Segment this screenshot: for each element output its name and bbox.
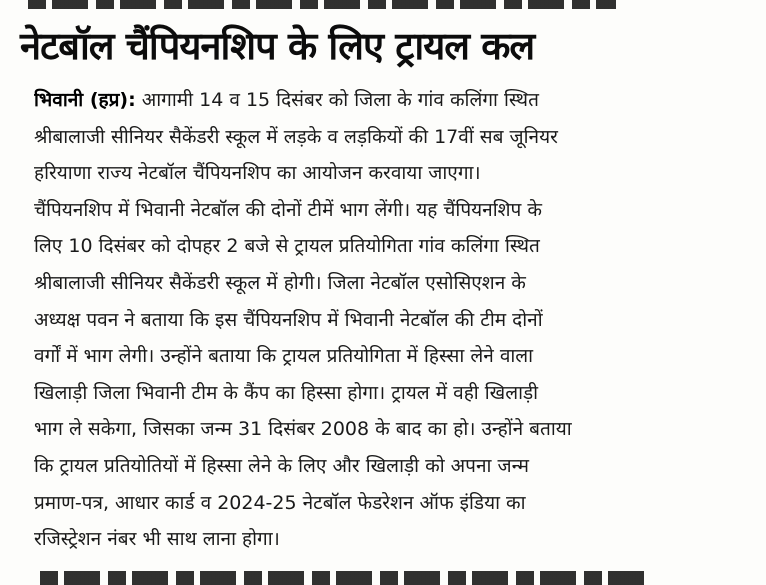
article-line-4: चैंपियनशिप में भिवानी नेटबॉल की दोनों टीमें भाग लेंगी। यह चैंपियनशिप के [34,198,542,221]
article-line-6: श्रीबालाजी सीनियर सैकेंडरी स्कूल में होगी। जिला नेटबॉल एसोसिएशन के [34,271,526,294]
cropped-previous-headline [28,0,616,9]
article-dateline: भिवानी (हप्र): [34,89,136,111]
article-body [34,82,750,558]
article-headline: नेटबॉल चैंपियनशिप के लिए ट्रायल कल [20,24,535,68]
cropped-next-headline [40,571,646,585]
article-line-2: श्रीबालाजी सीनियर सैकेंडरी स्कूल में लड़के व लड़कियों की 17वीं सब जूनियर [34,125,558,148]
article-line-12: प्रमाण-पत्र, आधार कार्ड व 2024-25 नेटबॉल फेडरेशन ऑफ इंडिया का [34,491,526,514]
article-line-13: रजिस्ट्रेशन नंबर भी साथ लाना होगा। [34,528,280,551]
article-line-8: वर्गों में भाग लेगी। उन्होंने बताया कि ट्रायल प्रतियोगिता में हिस्सा लेने वाला [34,345,534,368]
article-line-7: अध्यक्ष पवन ने बताया कि इस चैंपियनशिप में भिवानी नेटबॉल की टीम दोनों [34,308,543,331]
article-line-1 [34,82,750,119]
article-line-10: भाग ले सकेगा, जिसका जन्म 31 दिसंबर 2008 के बाद का हो। उन्होंने बताया [34,418,572,441]
article-line-3: हरियाणा राज्य नेटबॉल चैंपियनशिप का आयोजन करवाया जाएगा। [34,162,481,185]
article-line-1-text: आगामी 14 व 15 दिसंबर को जिला के गांव कलिंगा स्थित [141,89,539,111]
article-line-5: लिए 10 दिसंबर को दोपहर 2 बजे से ट्रायल प्रतियोगिता गांव कलिंगा स्थित [34,235,540,258]
article-line-9: खिलाड़ी जिला भिवानी टीम के कैंप का हिस्सा होगा। ट्रायल में वही खिलाड़ी [34,381,539,404]
article-line-11: कि ट्रायल प्रतियोतियों में हिस्सा लेने के लिए और खिलाड़ी को अपना जन्म [34,454,529,477]
